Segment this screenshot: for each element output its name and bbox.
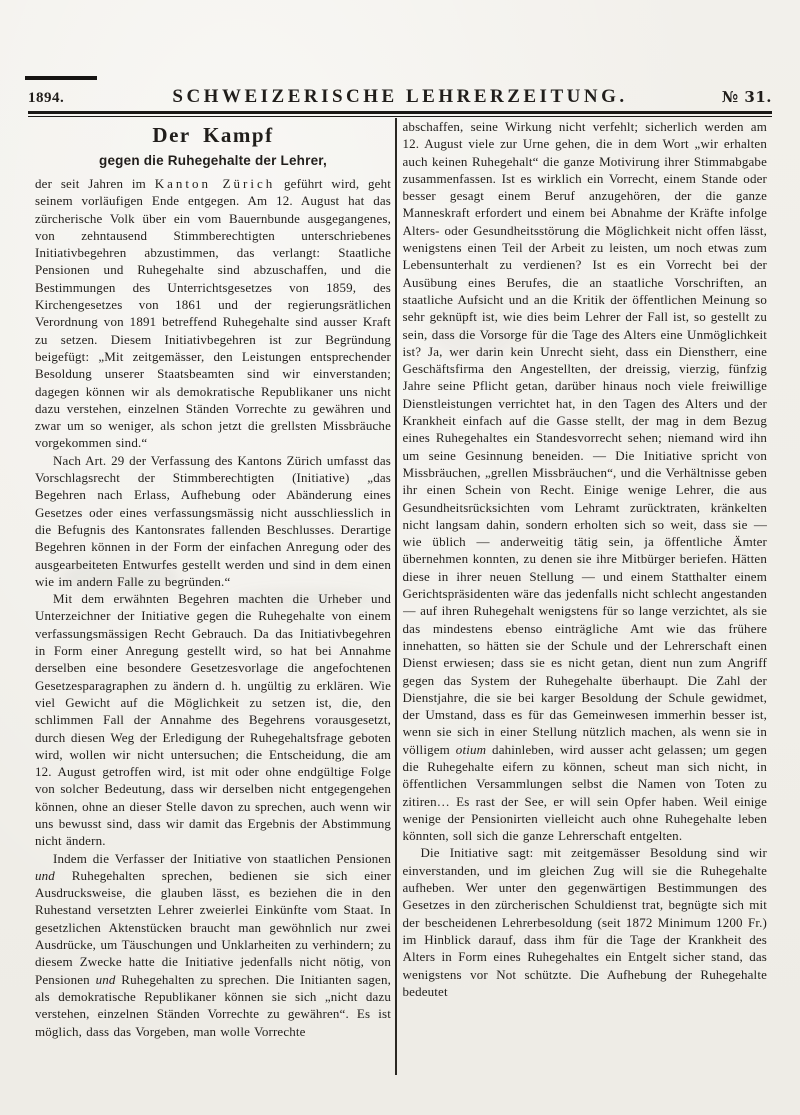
text-segment: Indem die Verfasser der Initiative von staatlichen Pensionen (53, 850, 391, 866)
right-column (403, 118, 768, 1110)
article-title: Der Kampf (152, 123, 274, 147)
paragraph-5 (403, 118, 768, 844)
top-left-rule-fragment (25, 76, 97, 80)
text-segment: abschaffen, seine Wirkung nicht verfehlt; sicherlich werden am 12. August viele zur Urne gehen, die in dem Wort „wir erhalten auch keinen Ruhegehalt“ die ganze Motivirung ihrer Stimmabgabe zusammenfassen. Ist es wirklich ein Vorrecht, einem Stande oder besser gesagt einem Beruf anzugehören, der die ganze Manneskraft erfordert und einem bei Abnahme der Kräfte infolge Alters- oder Gesundheitsstörung die Möglichkeit nicht offen lässt, wenigstens einen Teil der Arbeit zu leisten, um noch etwas zum Lebensunterhalt zu verdienen? Ist es ein Vorrecht bei der Ausübung eines Berufes, die an staatliche Vorschriften, an staatliche Aufsicht und an die Kritik der öffentlichen Meinung so sehr geknüpft ist, wie dies beim Lehrer der Fall ist, so gestellt zu sein, dass die Vorsorge für die Tage des Alters eine Unmöglichkeit ist? Ja, wer darin kein Unrecht sieht, dass ein Dienstherr, eine Geschäftsfirma den Angestellten, der dreissig, vierzig, fünfzig Jahre seine Pflicht getan, darüber hinaus noch viele freiwillige Dienstleistungen verrichtet hat, in den Tagen des Alters und der Krankheit einfach auf die Gasse stellt, der mag in dem Bezug eines Ruhegehaltes ein Standesvorrecht sehen; niemand wird ihn um seine Gesinnung beneiden. — Die Initiative spricht von Missbräuchen, „grellen Missbräuchen“, und die Verhältnisse geben ihr einen Schein von Recht. Einige wenige Lehrer, die aus Gesundheitsrücksichten vom Lehramt zurücktraten, kränkelten nicht langsam dahin, sondern erholten sich so weit, dass sie — wie üblich — anderweitig tätig sein, ja öffentliche Ämter übernehmen konnten, zu denen sie ihre Mitbürger beriefen. Hätten diese in ihrer neuen Stellung — und einem Statthalter einem Gerichtspräsidenten wäre das jedenfalls nicht schlecht angestanden — auf ihren Ruhegehalt wenigstens für so lange verzichtet, als sie das mindestens ebenso einträgliche Amt wie das frühere innehatten, so hätten sie der Schule und der Lehrerschaft einen Dienst erwiesen; dass sie es nicht getan, dient nun zum Angriff gegen das System der Ruhegehalte überhaupt. Die Zahl der Dienstjahre, die sie bei karger Besoldung der Schule gewidmet, der Umstand, dass es für das Gemeinwesen immerhin besser ist, wenn sie sich in einer Stellung nützlich machen, als wenn sie in völligem (402, 119, 767, 757)
paragraph-2: Nach Art. 29 der Verfassung des Kantons Zürich umfasst das Vorschlagsrecht der Stimmberechtigten (Initiative) „das Begehren nach Erlass, Aufhebung oder Abänderung eines Gesetzes oder eines verfassungsmässig nicht ausschliesslich in die Befugnis des Kantonsrates fallenden Beschlusses. Derartige Begehren können in der Form der einfachen Anregung oder des ausgearbeiteten Entwurfes gestellt werden und sind in dem einen wie im andern Falle zu begründen.“ (35, 452, 391, 589)
spaced-text-kanton-zuerich: Kanton Zürich (154, 176, 276, 191)
header-double-rule (28, 111, 772, 117)
left-column (35, 118, 391, 1110)
emphasis-und: und (35, 867, 55, 883)
text-segment: Ruhegehalten sprechen, bedienen sie sich einer Ausdrucksweise, die glauben lässt, es beziehen die in den Ruhestand versetzten Lehrer zweierlei Einkünfte vom Staat. In gesetzlichen Aktenstücken braucht man gewöhnlich nur zwei Ausdrücke, um Täuschungen und Unklarheiten zu verhindern; zu diesem Zwecke hatte die Initiative jedenfalls nicht nötig, von Pensionen (35, 867, 391, 987)
column-divider-rule (395, 118, 397, 1075)
text-segment: geführt wird, geht seinem vorläufigen Ende entgegen. Am 12. August hat das zürcherische Volk über ein vom Bauernbunde ausgegangenes, von zehntausend Stimmberechtigten unterschriebenes Initiativbegehren abzustimmen, das verlangt: Staatliche Pensionen und Ruhegehalte sind abzuschaffen, und die Bestimmungen des Unterrichtsgesetzes von 1859, des Kirchengesetzes von 1861 und der regierungsrätlichen Verordnung von 1891 betreffend Ruhegehalte sind ausser Kraft zu setzen. Diesem Initiativbegehren ist zur Begründung beigefügt: „Mit zeitgemässer, den Leistungen entsprechender Besoldung unserer Staatsbeamten sind wir einverstanden; dagegen können wir als demokratische Republikaner uns nicht dazu verstehen, einzelnen Ständen Vorrechte zu gewähren und zwar um so weniger, als schon jetzt die grellsten Missbräuche vorgekommen sind.“ (35, 176, 391, 451)
emphasis-und: und (95, 971, 116, 987)
emphasis-otium: otium (455, 741, 487, 757)
masthead (28, 86, 772, 108)
masthead-issue-number: № 31. (721, 88, 772, 106)
paragraph-6: Die Initiative sagt: mit zeitgemässer Besoldung sind wir einverstanden, und im gleichen Zug will sie die Ruhegehalte aufheben. Wer unter den gegenwärtigen Bestimmungen des Gesetzes in den zürcherischen Schuldienst trat, begnügte sich mit der bescheidenen Lehrerbesoldung (seit 1872 Minimum 1200 Fr.) im Hinblick darauf, dass ihm für die Tage der Krankheit des Alters in Form eines Ruhegehaltes ein Entgelt sicher stand, das wenigstens vor Not schützte. Die Aufhebung der Ruhegehalte bedeutet (402, 845, 767, 999)
masthead-title: SCHWEIZERISCHE LEHRERZEITUNG. (172, 86, 628, 107)
text-segment: Ruhegehalten zu sprechen. Die Initianten sagen, als demokratische Republikaner können sie sich „nicht dazu verstehen, einzelnen Ständen Vorrechte zu gewähren“. Es ist möglich, dass das Vorgeben, man wolle Vorrechte (35, 971, 391, 1039)
paragraph-3: Mit dem erwähnten Begehren machten die Urheber und Unterzeichner der Initiative gegen die Ruhegehalte von einem verfassungsmässigen Recht Gebrauch. Da das Initiativbegehren in Form einer Anregung gestellt wird, so hat bei Annahme derselben eine besondere Gesetzesvorlage die angefochtenen Gesetzesparagraphen zu ändern d. h. ungültig zu erklären. Wie viel Gewicht auf die Möglichkeit zu setzen ist, die, den schlimmen Fall der Annahme des Begehrens vorausgesetzt, durch diesen Weg der Erledigung der Ruhegehaltsfrage geboten wird, wollen wir nicht untersuchen; die Entscheidung, die am 12. August getroffen wird, ist mit oder ohne endgültige Folge von solcher Bedeutung, dass wir derselben nicht entgegengehen können, ohne an dieser Stelle davon zu sprechen, auch wenn wir uns bewusst sind, dass wir damit das Ergebnis der Abstimmung nicht ändern. (35, 591, 391, 849)
article-columns (35, 118, 767, 1110)
masthead-year: 1894. (28, 90, 65, 106)
paragraph-1 (35, 175, 391, 452)
paragraph-4 (35, 850, 391, 1040)
text-segment: dahinleben, wird ausser acht gelassen; um gegen die Ruhegehalte eifern zu können, scheut man sich nicht, in öffentlichen Versammlungen selbst die Namen von Toten zu zitiren… Es rast der See, er will sein Opfer haben. Weil einige wenige der Pensionirten vielleicht auch ohne Ruhegehalte leben könnten, soll sich die ganze Lehrerschaft entgelten. (402, 741, 767, 844)
article-subtitle: gegen die Ruhegehalte der Lehrer, (99, 153, 327, 168)
text-segment: der seit Jahren im (35, 176, 155, 191)
